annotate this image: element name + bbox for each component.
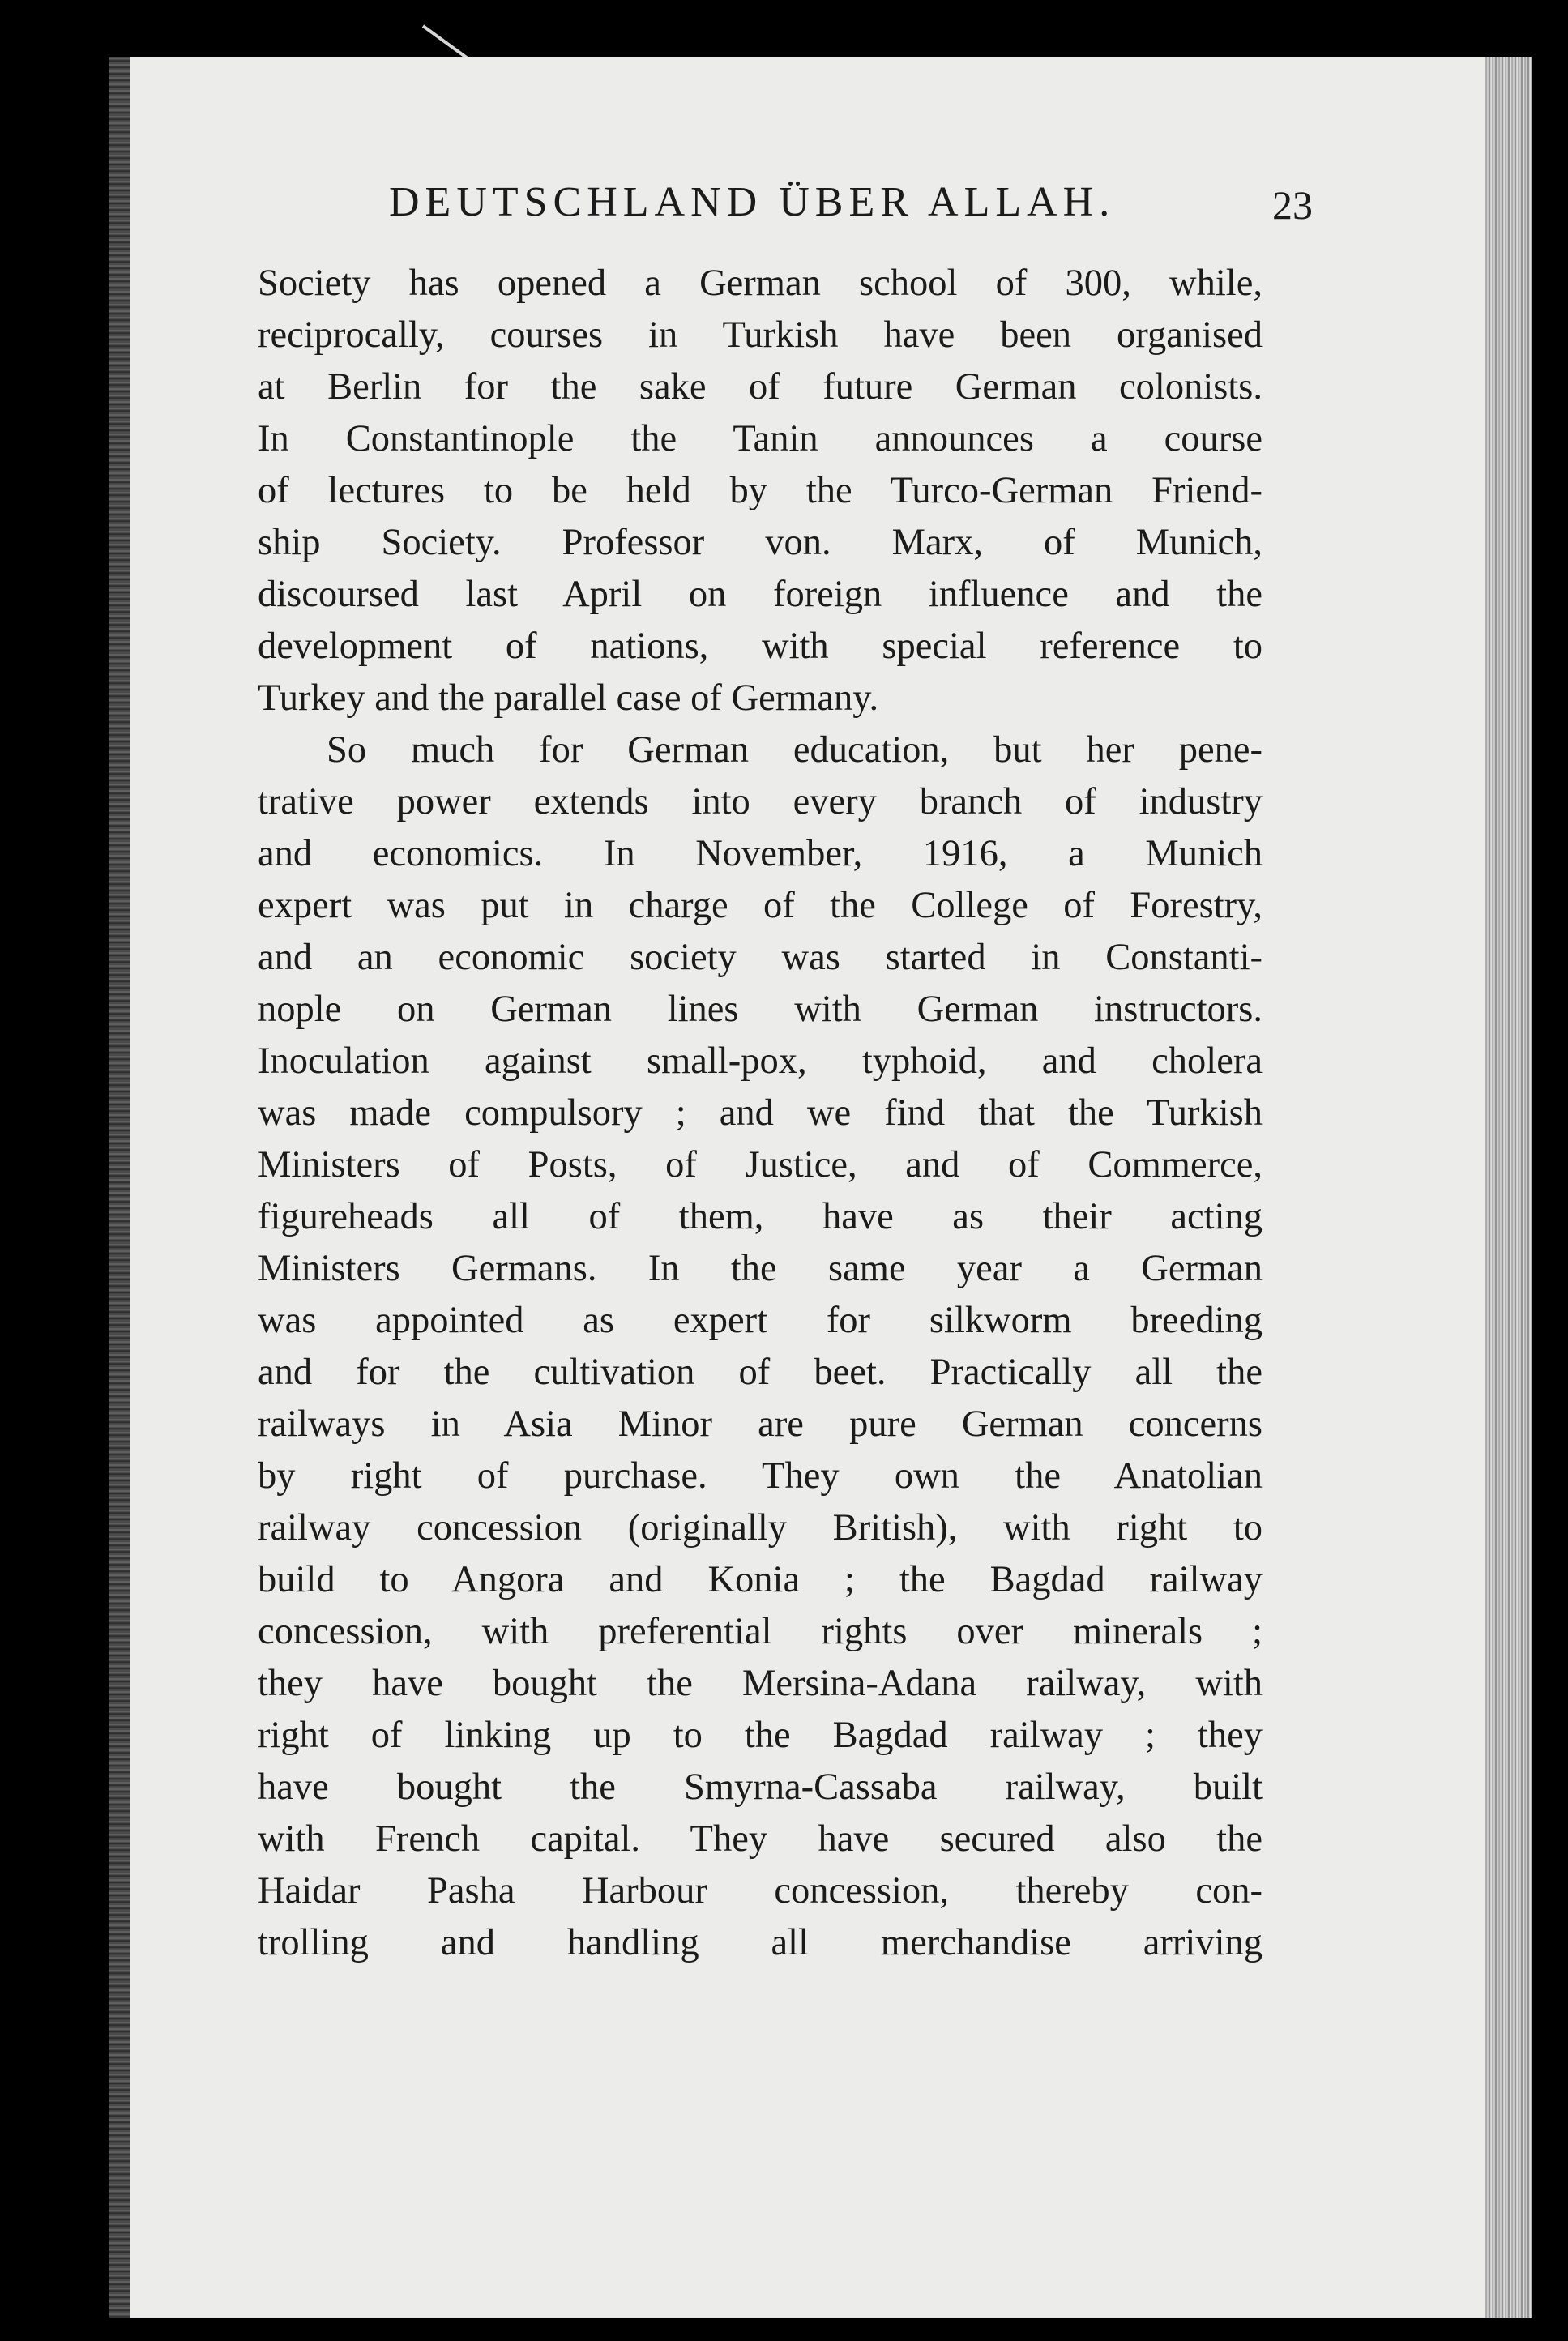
text-line: discoursed last April on foreign influence and the — [258, 574, 1263, 615]
text-line: Turkey and the parallel case of Germany. — [258, 677, 879, 719]
text-line: by right of purchase. They own the Anatolian — [258, 1455, 1263, 1497]
page-number: 23 — [1272, 182, 1313, 228]
text-line: with French capital. They have secured also the — [258, 1818, 1263, 1860]
text-line: nople on German lines with German instructors. — [258, 989, 1263, 1030]
text-line: was made compulsory ; and we find that the Turkish — [258, 1092, 1263, 1134]
text-line: right of linking up to the Bagdad railway ; they — [258, 1715, 1263, 1756]
text-line: and an economic society was started in Constanti- — [258, 937, 1263, 978]
body-text — [258, 258, 1263, 1969]
text-line: trative power extends into every branch of industry — [258, 781, 1263, 822]
page-edges — [1485, 57, 1532, 2318]
text-line: Inoculation against small-pox, typhoid, and cholera — [258, 1040, 1263, 1082]
text-line: railways in Asia Minor are pure German concerns — [258, 1403, 1263, 1445]
text-line: So much for German education, but her pene- — [327, 729, 1263, 771]
text-line: Ministers of Posts, of Justice, and of Commerce, — [258, 1144, 1263, 1185]
text-line: railway concession (originally British), with right to — [258, 1507, 1263, 1549]
text-line: and for the cultivation of beet. Practically all the — [258, 1352, 1263, 1393]
text-line: figureheads all of them, have as their acting — [258, 1196, 1263, 1237]
text-line: and economics. In November, 1916, a Munich — [258, 833, 1263, 874]
text-line: development of nations, with special reference to — [258, 626, 1263, 667]
text-line: ship Society. Professor von. Marx, of Munich, — [258, 522, 1263, 563]
text-line: Ministers Germans. In the same year a German — [258, 1248, 1263, 1289]
page-header — [389, 178, 1313, 243]
text-line: Society has opened a German school of 300, while, — [258, 263, 1263, 304]
text-line: at Berlin for the sake of future German colonists. — [258, 366, 1263, 408]
text-line: Haidar Pasha Harbour concession, thereby con- — [258, 1870, 1263, 1912]
text-line: have bought the Smyrna-Cassaba railway, built — [258, 1766, 1263, 1808]
text-line: trolling and handling all merchandise arriving — [258, 1922, 1263, 1963]
book-spine-edge — [109, 57, 130, 2318]
text-line: In Constantinople the Tanin announces a course — [258, 418, 1263, 459]
text-line: they have bought the Mersina-Adana railway, with — [258, 1663, 1263, 1704]
text-line: expert was put in charge of the College of Forestry, — [258, 885, 1263, 926]
text-line: was appointed as expert for silkworm breeding — [258, 1300, 1263, 1341]
text-line: build to Angora and Konia ; the Bagdad railway — [258, 1559, 1263, 1600]
text-line: of lectures to be held by the Turco-German Friend- — [258, 470, 1263, 511]
text-line: concession, with preferential rights over minerals ; — [258, 1611, 1263, 1652]
running-title: DEUTSCHLAND ÜBER ALLAH. — [389, 179, 1116, 225]
text-line: reciprocally, courses in Turkish have been organised — [258, 314, 1263, 356]
